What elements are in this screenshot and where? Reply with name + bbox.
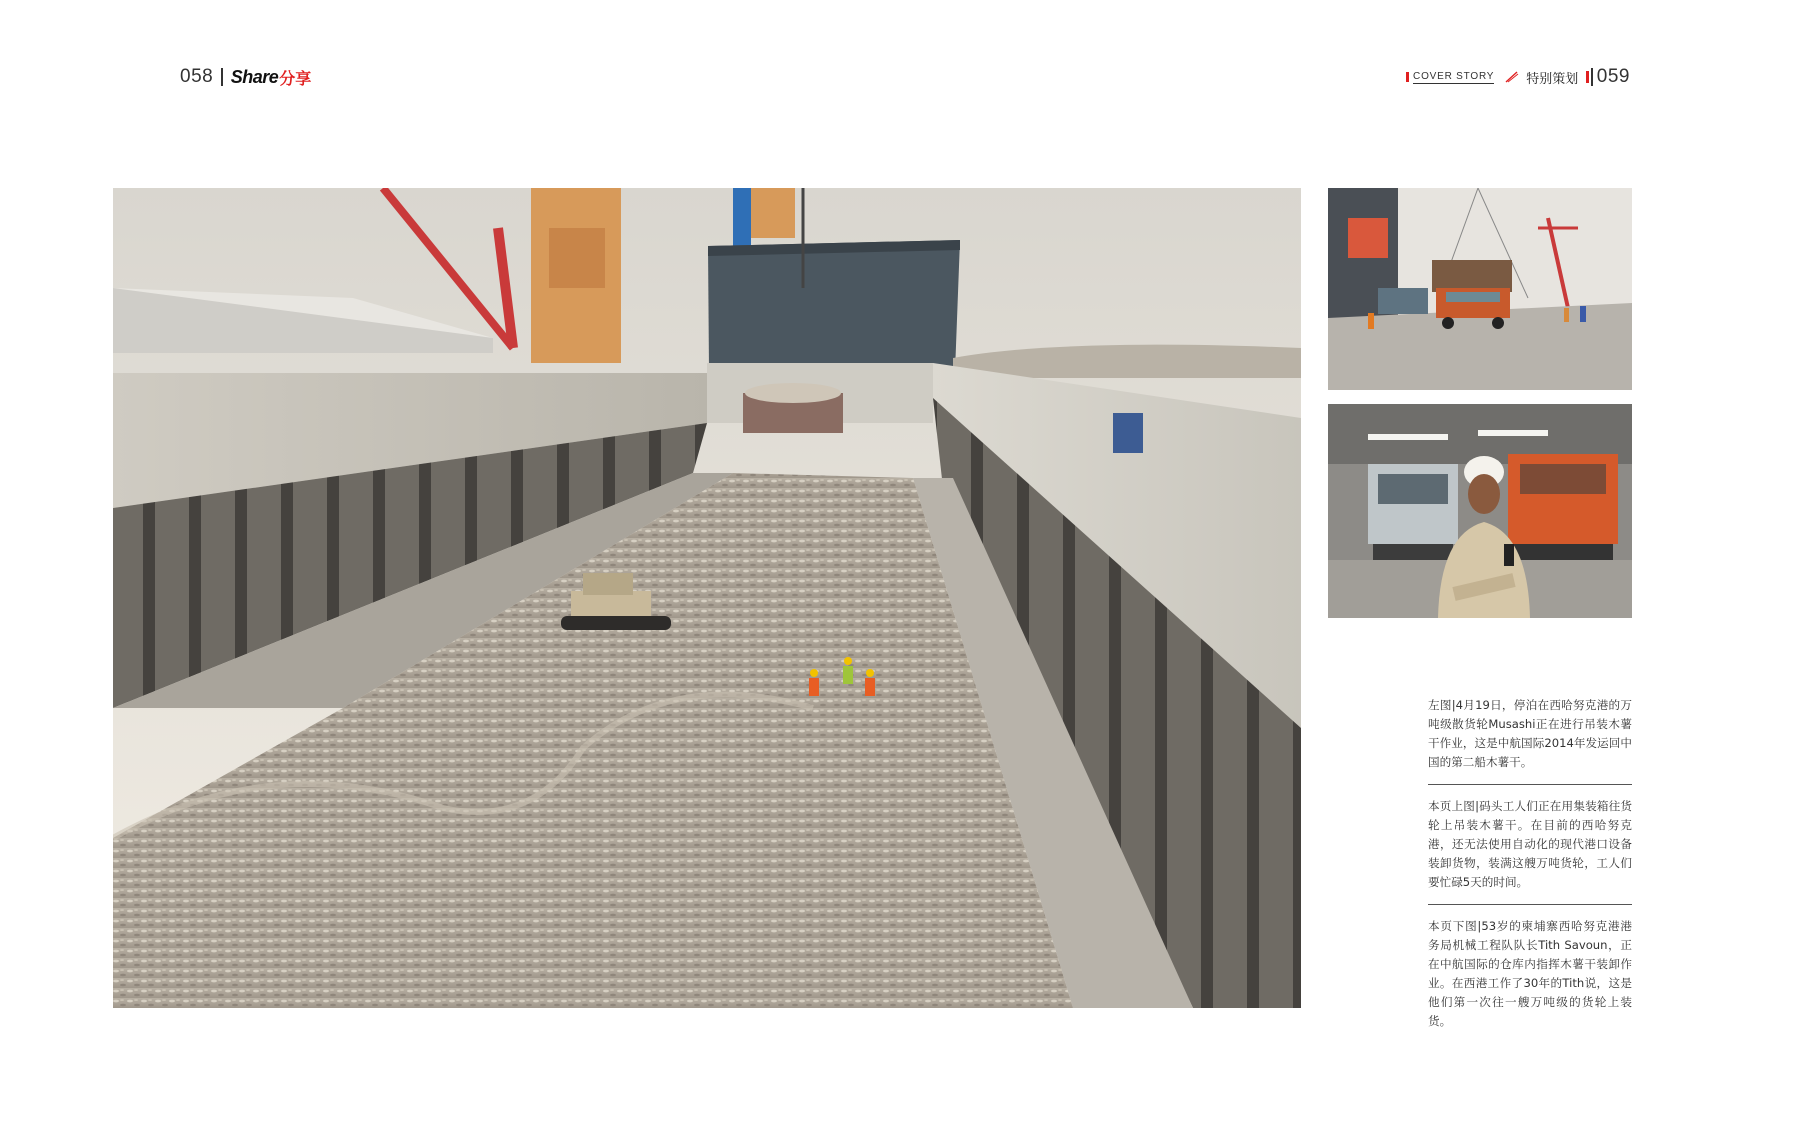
photo-captions — [1428, 696, 1632, 1043]
header-divider — [221, 68, 223, 86]
caption-top-photo: 本页上图|码头工人们正在用集装箱往货轮上吊装木薯干。在目前的西哈努克港，还无法使用自动化的现代港口设备装卸货物，装满这艘万吨货轮，工人们要忙碌5天的时间。 — [1428, 784, 1632, 904]
photo-dock-trucks — [1328, 188, 1632, 390]
caption-bottom-photo: 本页下图|53岁的柬埔寨西哈努克港港务局机械工程队队长Tith Savoun，正在中航国际的仓库内指挥木薯干装卸作业。在西港工作了30年的Tith说，这是他们第一次往一艘万吨级的货轮上装货。 — [1428, 904, 1632, 1043]
right-page-number: 059 — [1596, 66, 1630, 87]
brand-logo-cn: 分享 — [279, 68, 312, 88]
section-marker — [1406, 72, 1409, 82]
main-photo-ship-hold — [113, 188, 1301, 1008]
pen-slash-icon — [1504, 69, 1520, 85]
warehouse-foreman-illustration — [1328, 404, 1632, 618]
right-page-header — [1406, 64, 1630, 90]
caption-left-photo: 左图|4月19日，停泊在西哈努克港的万吨级散货轮Musashi正在进行吊装木薯干作业，这是中航国际2014年发运回中国的第二船木薯干。 — [1428, 698, 1632, 769]
ship-hold-illustration — [113, 188, 1301, 1008]
left-page-number: 058 — [180, 66, 214, 87]
section-label-cn: 特别策划 — [1526, 71, 1579, 87]
dock-trucks-illustration — [1328, 188, 1632, 390]
section-label-en: COVER STORY — [1413, 70, 1495, 82]
brand-logo-latin: Share — [230, 66, 279, 87]
section-marker-bar — [1586, 71, 1589, 83]
header-divider — [1591, 68, 1593, 86]
left-page-header — [180, 64, 311, 90]
photo-warehouse-foreman — [1328, 404, 1632, 618]
